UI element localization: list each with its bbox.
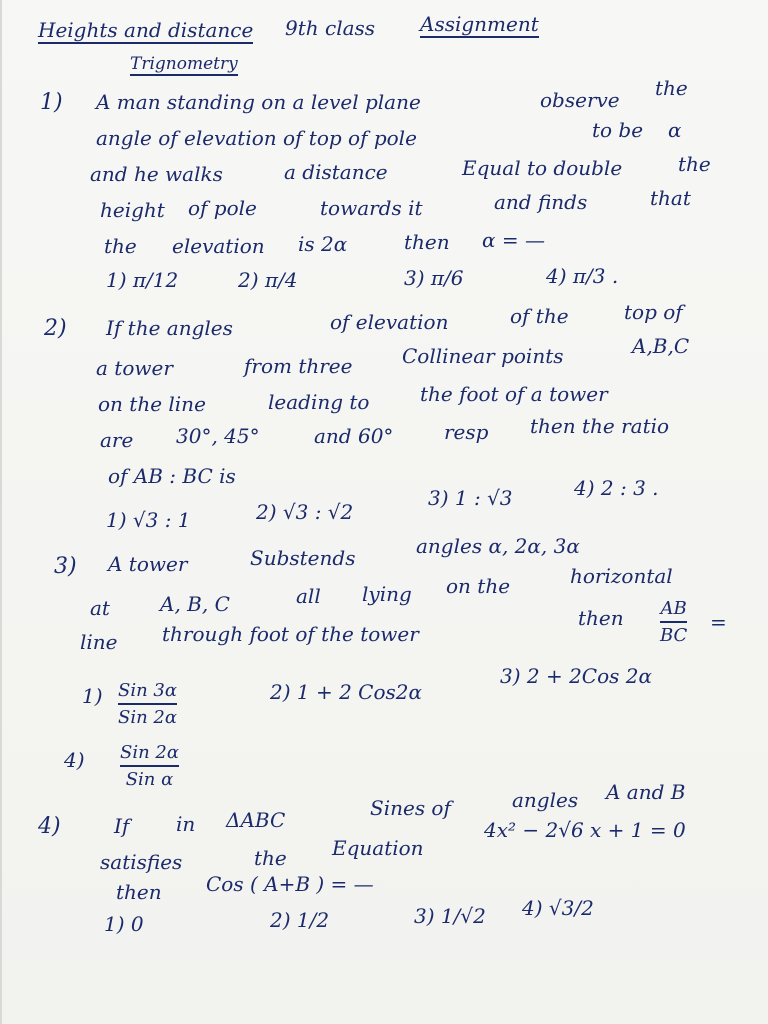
q4-text: A and B xyxy=(606,780,686,804)
q1-text: elevation xyxy=(172,234,265,258)
fraction-denominator: Sin 2α xyxy=(118,707,178,728)
fraction-numerator: Sin 3α xyxy=(118,680,178,701)
q3-text: then xyxy=(578,606,624,630)
q4-text: the xyxy=(254,846,287,870)
q4-text: in xyxy=(176,812,196,836)
q1-text: the xyxy=(655,76,688,100)
q3-option-3: 3) 2 + 2Cos 2α xyxy=(500,664,653,688)
q1-text: and he walks xyxy=(90,162,223,186)
q2-text: of elevation xyxy=(330,310,449,334)
q1-text: α = — xyxy=(482,228,545,252)
q1-text: A man standing on a level plane xyxy=(96,90,421,114)
heading-subtitle: Trignometry xyxy=(130,54,238,74)
q4-equation: 4x² − 2√6 x + 1 = 0 xyxy=(484,818,686,842)
q2-text: are xyxy=(100,428,134,452)
fraction-numerator: AB xyxy=(660,598,687,619)
q1-text: then xyxy=(404,230,450,254)
fraction-numerator: Sin 2α xyxy=(120,742,180,763)
q4-text: then xyxy=(116,880,162,904)
q1-text: observe xyxy=(540,88,620,112)
q1-text: the xyxy=(678,152,711,176)
q2-text: leading to xyxy=(268,390,370,414)
fraction-bar xyxy=(118,703,177,705)
q1-text: to be xyxy=(592,118,644,142)
q2-text: resp xyxy=(444,420,489,444)
q2-option-4: 4) 2 : 3 . xyxy=(574,476,659,500)
q3-option-1-label: 1) xyxy=(82,684,103,708)
heading-class: 9th class xyxy=(285,16,376,40)
q3-option-1 xyxy=(118,680,177,728)
q2-text: the foot of a tower xyxy=(420,382,608,406)
q2-option-1: 1) √3 : 1 xyxy=(106,508,191,532)
q1-option-2: 2) π/4 xyxy=(238,268,298,292)
q2-text: on the line xyxy=(98,392,206,416)
q3-text: Substends xyxy=(250,546,356,570)
fraction-bar xyxy=(120,765,179,767)
q1-text: height xyxy=(100,198,165,222)
q4-text: If xyxy=(114,814,130,838)
q2-number: 2) xyxy=(44,316,67,341)
q4-text: angles xyxy=(512,788,579,812)
q4-option-4: 4) √3/2 xyxy=(522,896,594,920)
q2-text: of the xyxy=(510,304,569,328)
q1-text: is 2α xyxy=(298,232,348,256)
q2-option-2: 2) √3 : √2 xyxy=(256,500,354,524)
q3-text: A, B, C xyxy=(160,592,230,616)
q1-text: of pole xyxy=(188,196,257,220)
q2-text: 30°, 45° xyxy=(176,424,260,448)
q3-text: through foot of the tower xyxy=(162,622,419,646)
q1-text: and finds xyxy=(494,190,588,214)
fraction-bar xyxy=(660,621,687,623)
q4-option-2: 2) 1/2 xyxy=(270,908,330,932)
q2-text: then the ratio xyxy=(530,414,670,438)
q2-text: of AB : BC is xyxy=(108,464,236,488)
fraction-denominator: BC xyxy=(660,625,688,646)
q3-option-4-label: 4) xyxy=(64,748,85,772)
q2-text: top of xyxy=(624,300,683,324)
q4-text: ΔABC xyxy=(226,808,286,832)
q3-text: line xyxy=(80,630,118,654)
q3-ratio-fraction xyxy=(660,598,687,646)
q1-text: that xyxy=(650,186,691,210)
q1-text: towards it xyxy=(320,196,423,220)
q4-text: satisfies xyxy=(100,850,183,874)
q1-text: α xyxy=(668,118,682,142)
page-edge xyxy=(0,0,2,1024)
q2-text: Collinear points xyxy=(402,344,564,368)
q3-option-4 xyxy=(120,742,179,790)
q1-text: the xyxy=(104,234,137,258)
q3-text: at xyxy=(90,596,110,620)
q3-text: A tower xyxy=(108,552,188,576)
q4-text: Cos ( A+B ) = — xyxy=(206,872,374,896)
q1-option-4: 4) π/3 . xyxy=(546,264,619,288)
q3-text: on the xyxy=(446,574,511,598)
heading-title: Heights and distance xyxy=(38,18,254,42)
fraction-denominator: Sin α xyxy=(125,769,174,790)
heading-assignment: Assignment xyxy=(420,12,539,36)
q4-option-3: 3) 1/√2 xyxy=(414,904,486,928)
q1-text: a distance xyxy=(284,160,388,184)
q3-text: horizontal xyxy=(570,564,673,588)
q4-text: Sines of xyxy=(370,796,451,820)
q4-number: 4) xyxy=(38,814,61,839)
q3-equals: = xyxy=(710,610,727,634)
q3-number: 3) xyxy=(54,554,77,579)
q2-text: a tower xyxy=(96,356,173,380)
q2-text: If the angles xyxy=(106,316,233,340)
q1-option-3: 3) π/6 xyxy=(404,266,464,290)
q1-number: 1) xyxy=(40,90,63,115)
q3-text: lying xyxy=(362,582,412,606)
q2-text: and 60° xyxy=(314,424,394,448)
q4-option-1: 1) 0 xyxy=(104,912,144,936)
q3-text: all xyxy=(296,584,321,608)
q3-text: angles α, 2α, 3α xyxy=(416,534,580,558)
q1-text: angle of elevation of top of pole xyxy=(96,126,417,150)
q3-option-2: 2) 1 + 2 Cos2α xyxy=(270,680,423,704)
q1-option-1: 1) π/12 xyxy=(106,268,179,292)
q2-option-3: 3) 1 : √3 xyxy=(428,486,513,510)
q1-text: Equal to double xyxy=(462,156,623,180)
q2-text: from three xyxy=(244,354,353,378)
q4-text: Equation xyxy=(332,836,424,860)
q2-text: A,B,C xyxy=(632,334,690,358)
